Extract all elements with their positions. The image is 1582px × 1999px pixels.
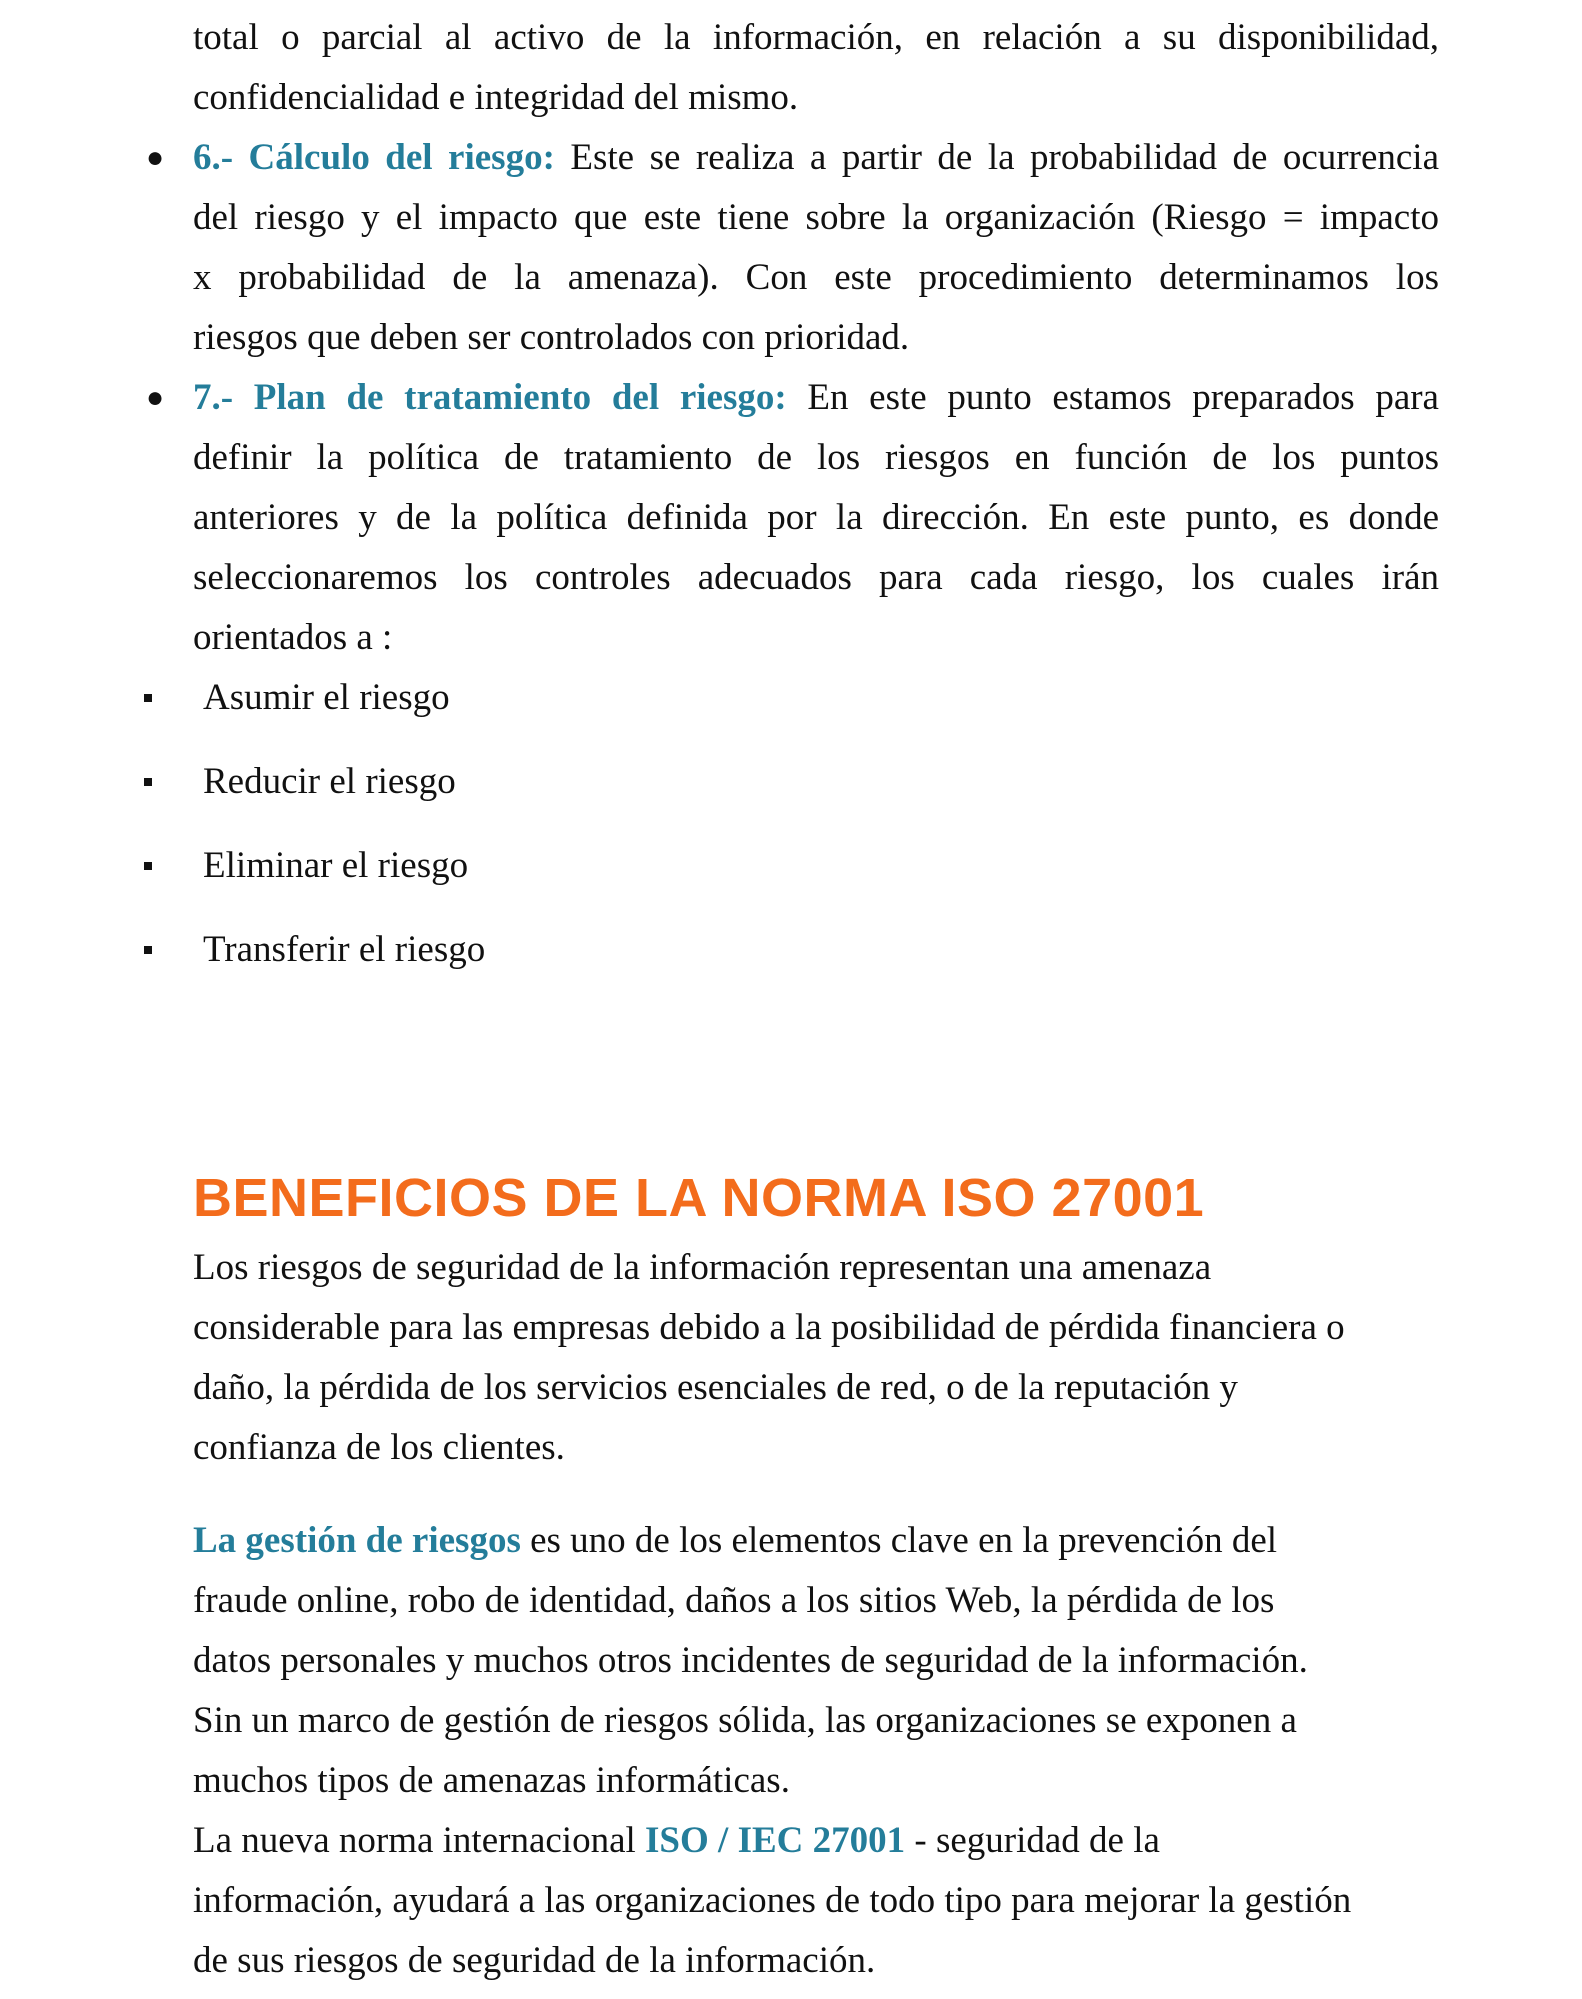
p3-line-1-text: - seguridad de la	[905, 1820, 1160, 1861]
option-reducir: Reducir el riesgo	[203, 761, 456, 802]
square-bullet-icon	[144, 946, 152, 954]
bullet-dot-icon: ●	[146, 381, 165, 414]
p2-line-2: fraude online, robo de identidad, daños a los sitios Web, la pérdida de los	[193, 1580, 1275, 1621]
bullet-dot-icon: ●	[146, 141, 165, 174]
p1-line-3: daño, la pérdida de los servicios esenciales de red, o de la reputación y	[193, 1367, 1238, 1408]
p1-line-2: considerable para las empresas debido a la posibilidad de pérdida financiera o	[193, 1307, 1345, 1348]
option-asumir: Asumir el riesgo	[203, 677, 450, 718]
item-7-line-1-text: En este punto estamos preparados para	[786, 377, 1439, 418]
item-7-line-5: orientados a :	[193, 617, 393, 658]
p1-line-1: Los riesgos de seguridad de la información representan una amenaza	[193, 1247, 1212, 1288]
iso-iec-27001-link: ISO / IEC 27001	[645, 1820, 906, 1861]
item-7-line-4: seleccionaremos los controles adecuados para cada riesgo, los cuales irán	[193, 557, 1439, 598]
p2-line-4: Sin un marco de gestión de riesgos sólida, las organizaciones se exponen a	[193, 1700, 1297, 1741]
option-eliminar: Eliminar el riesgo	[203, 845, 469, 886]
p3-line-1	[193, 1811, 1160, 1871]
intro-line-1: total o parcial al activo de la información, en relación a su disponibilidad,	[193, 17, 1439, 58]
square-bullet-icon	[144, 862, 152, 870]
p3-line-3: de sus riesgos de seguridad de la información.	[193, 1940, 876, 1981]
intro-line-2: confidencialidad e integridad del mismo.	[193, 77, 799, 118]
section-heading: BENEFICIOS DE LA NORMA ISO 27001	[193, 1168, 1205, 1228]
item-7-line-1	[193, 368, 1439, 428]
gestion-riesgos-link: La gestión de riesgos	[193, 1520, 521, 1561]
option-transferir: Transferir el riesgo	[203, 929, 486, 970]
item-6-line-1-text: Este se realiza a partir de la probabilidad de ocurrencia	[554, 137, 1439, 178]
item-7-line-3: anteriores y de la política definida por la dirección. En este punto, es donde	[193, 497, 1439, 538]
item-6-title: 6.- Cálculo del riesgo:	[193, 137, 555, 178]
p2-line-5: muchos tipos de amenazas informáticas.	[193, 1760, 790, 1801]
item-6-line-2: del riesgo y el impacto que este tiene sobre la organización (Riesgo = impacto	[193, 197, 1439, 238]
p2-line-1-text: es uno de los elementos clave en la prevención del	[520, 1520, 1278, 1561]
item-7-line-2: definir la política de tratamiento de los riesgos en función de los puntos	[193, 437, 1439, 478]
item-6-line-4: riesgos que deben ser controlados con prioridad.	[193, 317, 910, 358]
item-6-line-1	[193, 128, 1439, 188]
square-bullet-icon	[144, 694, 152, 702]
p3-line-1-start: La nueva norma internacional	[193, 1820, 646, 1861]
p3-line-2: información, ayudará a las organizaciones de todo tipo para mejorar la gestión	[193, 1880, 1352, 1921]
square-bullet-icon	[144, 778, 152, 786]
p2-line-3: datos personales y muchos otros incidentes de seguridad de la información.	[193, 1640, 1308, 1681]
item-6-line-3: x probabilidad de la amenaza). Con este procedimiento determinamos los	[193, 257, 1439, 298]
item-7-title: 7.- Plan de tratamiento del riesgo:	[193, 377, 787, 418]
p1-line-4: confianza de los clientes.	[193, 1427, 565, 1468]
p2-line-1	[193, 1511, 1277, 1571]
